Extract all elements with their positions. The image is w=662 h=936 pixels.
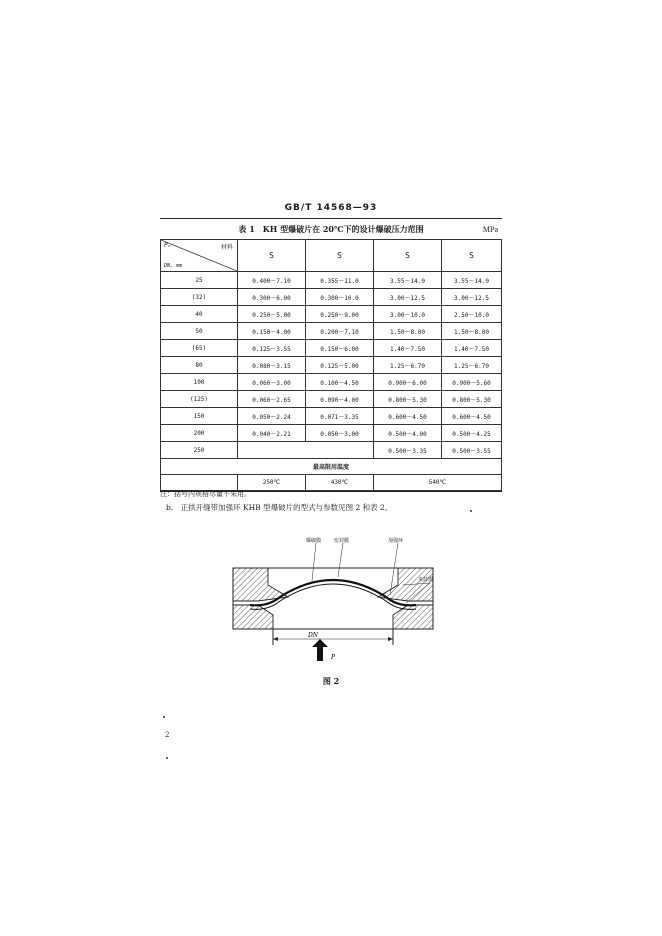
pressure-range-cell: 0.500～3.35 bbox=[374, 442, 442, 459]
table-row bbox=[161, 357, 502, 374]
table-row bbox=[161, 442, 502, 459]
material-header: S bbox=[306, 240, 374, 272]
pressure-range-cell: 2.50～10.0 bbox=[442, 306, 502, 323]
dn-cell: 40 bbox=[161, 306, 238, 323]
pressure-range-cell: 0.355～11.0 bbox=[306, 272, 374, 289]
table-row bbox=[161, 289, 502, 306]
table-row bbox=[161, 323, 502, 340]
pressure-range-cell: 0.100～4.50 bbox=[306, 374, 374, 391]
pressure-range-cell: 0.250～5.00 bbox=[238, 306, 306, 323]
pressure-range-cell: 0.300～6.00 bbox=[238, 289, 306, 306]
dn-cell: (32) bbox=[161, 289, 238, 306]
dn-cell: 50 bbox=[161, 323, 238, 340]
table-row bbox=[161, 340, 502, 357]
max-temp-label: 最高限用温度 bbox=[161, 459, 502, 475]
table-unit: MPa bbox=[482, 225, 498, 234]
pressure-range-cell: 0.040～2.21 bbox=[238, 425, 306, 442]
pressure-range-cell: 1.40～7.50 bbox=[442, 340, 502, 357]
dn-cell: 200 bbox=[161, 425, 238, 442]
pressure-range-cell: 3.00～12.5 bbox=[442, 289, 502, 306]
leader-seal bbox=[338, 543, 343, 577]
pressure-range-cell: 3.55～14.0 bbox=[442, 272, 502, 289]
label-ring: 加强环 bbox=[388, 538, 404, 544]
corner-material-label: 材料 bbox=[220, 244, 233, 251]
pressure-range-cell: 0.125～3.55 bbox=[238, 340, 306, 357]
pressure-range-cell: 0.300～10.0 bbox=[306, 289, 374, 306]
pressure-range-cell: 0.900～5.60 bbox=[442, 374, 502, 391]
pressure-label: P bbox=[331, 654, 336, 661]
label-clamp: 夹持器 bbox=[418, 577, 434, 583]
pressure-range-cell: 0.060～2.65 bbox=[238, 391, 306, 408]
table-caption-row bbox=[160, 224, 502, 238]
pressure-range-cell: 3.55～14.0 bbox=[374, 272, 442, 289]
lower-holder-right bbox=[393, 605, 433, 629]
pressure-range-cell: 3.00～10.0 bbox=[374, 306, 442, 323]
material-header: S bbox=[374, 240, 442, 272]
speck bbox=[166, 757, 168, 759]
table-note: 注：括号内规格尽量不采用。 bbox=[160, 490, 251, 498]
speck bbox=[163, 716, 165, 718]
table-row bbox=[161, 391, 502, 408]
pressure-range-cell: 0.400～7.10 bbox=[238, 272, 306, 289]
pressure-range-cell: 0.800～5.30 bbox=[442, 391, 502, 408]
table-bottom-rule bbox=[160, 491, 502, 492]
pressure-range-cell: 0.150～6.00 bbox=[306, 340, 374, 357]
speck bbox=[470, 510, 472, 512]
temp-cell: 540℃ bbox=[374, 475, 502, 491]
dn-label: DN bbox=[308, 632, 319, 639]
dn-arrow-right bbox=[388, 637, 393, 641]
pressure-range-cell: 0.500～4.25 bbox=[442, 425, 502, 442]
pressure-range-cell: 0.080～3.15 bbox=[238, 357, 306, 374]
paragraph-b: b. 正拱开缝带加强环 KHB 型爆破片的型式与参数见图 2 和表 2。 bbox=[166, 503, 393, 512]
pressure-range-cell: 0.125～5.00 bbox=[306, 357, 374, 374]
pressure-range-cell: 0.150～4.00 bbox=[238, 323, 306, 340]
dn-cell: (125) bbox=[161, 391, 238, 408]
dn-cell: 25 bbox=[161, 272, 238, 289]
pressure-arrow bbox=[312, 639, 328, 661]
pressure-range-cell: 0.060～3.00 bbox=[238, 374, 306, 391]
corner-dn-label: DN, mm bbox=[164, 263, 183, 269]
dn-cell: (65) bbox=[161, 340, 238, 357]
max-temp-label-row bbox=[161, 459, 502, 475]
pressure-range-cell: 1.50～8.00 bbox=[442, 323, 502, 340]
dn-cell: 250 bbox=[161, 442, 238, 459]
label-disc: 爆破膜 bbox=[306, 538, 322, 544]
leader-disc bbox=[312, 543, 316, 581]
pressure-range-cell: 0.050～3.00 bbox=[306, 425, 374, 442]
table-row bbox=[161, 408, 502, 425]
pressure-range-cell: 0.500～4.00 bbox=[374, 425, 442, 442]
dn-cell: 100 bbox=[161, 374, 238, 391]
dn-cell: 80 bbox=[161, 357, 238, 374]
standard-number: GB/T 14568—93 bbox=[284, 203, 378, 213]
pressure-range-cell: 0.200～7.10 bbox=[306, 323, 374, 340]
header-rule bbox=[160, 218, 502, 219]
pressure-range-cell: 0.071～3.35 bbox=[306, 408, 374, 425]
pressure-range-cell: 0.050～2.24 bbox=[238, 408, 306, 425]
pressure-range-cell: 1.40～7.50 bbox=[374, 340, 442, 357]
table-row bbox=[161, 272, 502, 289]
temp-cell: 430℃ bbox=[306, 475, 374, 491]
pressure-range-cell: 1.25～6.70 bbox=[442, 357, 502, 374]
table-corner-cell bbox=[161, 240, 238, 272]
figure-2-drawing bbox=[228, 535, 438, 665]
label-seal: 密封膜 bbox=[334, 538, 350, 544]
corner-p-label: Pₙ bbox=[164, 242, 172, 249]
pressure-range-cell: 0.900～6.00 bbox=[374, 374, 442, 391]
material-header: S bbox=[442, 240, 502, 272]
pressure-range-cell: 0.250～9.00 bbox=[306, 306, 374, 323]
table-row bbox=[161, 306, 502, 323]
pressure-range-cell: 0.800～5.30 bbox=[374, 391, 442, 408]
pressure-range-cell: 1.25～6.70 bbox=[374, 357, 442, 374]
pressure-range-cell: 1.50～8.00 bbox=[374, 323, 442, 340]
page-number: 2 bbox=[165, 731, 170, 739]
lower-holder-left bbox=[233, 605, 273, 629]
table-caption: 表 1 KH 型爆破片在 20℃下的设计爆破压力范围 bbox=[238, 224, 424, 234]
table-row bbox=[161, 425, 502, 442]
table-header-row bbox=[161, 240, 502, 272]
pressure-range-cell: 0.600～4.50 bbox=[442, 408, 502, 425]
figure-caption: 图 2 bbox=[322, 676, 340, 686]
pressure-range-cell: 0.090～4.00 bbox=[306, 391, 374, 408]
dn-arrow-left bbox=[273, 637, 278, 641]
pressure-range-cell: 0.500～3.55 bbox=[442, 442, 502, 459]
dn-cell: 150 bbox=[161, 408, 238, 425]
pressure-range-table bbox=[160, 239, 502, 491]
table-row bbox=[161, 374, 502, 391]
empty-merged-cell bbox=[238, 442, 374, 459]
pressure-range-cell: 0.600～4.50 bbox=[374, 408, 442, 425]
temp-cell: 250℃ bbox=[238, 475, 306, 491]
pressure-range-cell: 3.00～12.5 bbox=[374, 289, 442, 306]
material-header: S bbox=[238, 240, 306, 272]
